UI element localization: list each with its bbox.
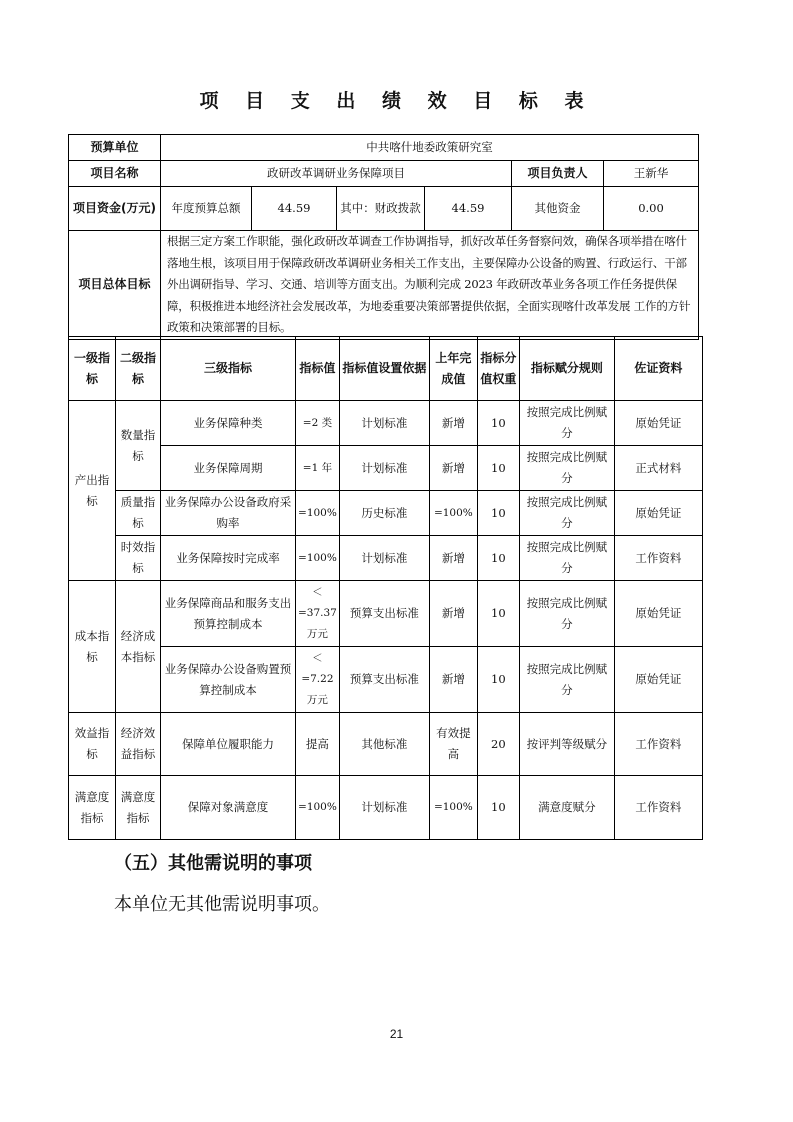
col-header: 一级指标 bbox=[69, 337, 116, 401]
third-indicator: 业务保障办公设备购置预算控制成本 bbox=[161, 647, 296, 713]
group-satisfaction: 满意度指标 bbox=[69, 776, 116, 840]
evidence: 工作资料 bbox=[614, 713, 702, 776]
col-header: 三级指标 bbox=[161, 337, 296, 401]
scoring-rule: 按评判等级赋分 bbox=[519, 713, 614, 776]
weight: 10 bbox=[477, 536, 519, 581]
previous-value: 新增 bbox=[429, 581, 477, 647]
indicator-basis: 计划标准 bbox=[339, 401, 429, 446]
group-economic-benefit: 经济效益指标 bbox=[116, 713, 161, 776]
third-indicator: 保障单位履职能力 bbox=[161, 713, 296, 776]
project-name-label: 项目名称 bbox=[69, 161, 161, 187]
scoring-rule: 满意度赋分 bbox=[519, 776, 614, 840]
indicator-value: =100% bbox=[296, 776, 340, 840]
third-indicator: 业务保障办公设备政府采购率 bbox=[161, 491, 296, 536]
weight: 10 bbox=[477, 581, 519, 647]
fiscal-label: 其中：财政拨款 bbox=[337, 187, 425, 231]
group-output: 产出指标 bbox=[69, 401, 116, 581]
col-header: 指标值设置依据 bbox=[339, 337, 429, 401]
group-quantity: 数量指标 bbox=[116, 401, 161, 491]
weight: 10 bbox=[477, 647, 519, 713]
previous-value: 新增 bbox=[429, 401, 477, 446]
table-row bbox=[69, 581, 703, 647]
indicator-value: =2 类 bbox=[296, 401, 340, 446]
budget-unit-label: 预算单位 bbox=[69, 135, 161, 161]
group-benefit: 效益指标 bbox=[69, 713, 116, 776]
evidence: 正式材料 bbox=[614, 446, 702, 491]
leader-value: 王新华 bbox=[604, 161, 699, 187]
previous-value: =100% bbox=[429, 491, 477, 536]
previous-value: 新增 bbox=[429, 536, 477, 581]
indicator-value: =1 年 bbox=[296, 446, 340, 491]
indicator-table bbox=[68, 336, 703, 840]
table-row bbox=[69, 713, 703, 776]
indicator-basis: 计划标准 bbox=[339, 536, 429, 581]
third-indicator: 业务保障商品和服务支出预算控制成本 bbox=[161, 581, 296, 647]
table-row bbox=[69, 491, 703, 536]
group-cost: 成本指标 bbox=[69, 581, 116, 713]
evidence: 原始凭证 bbox=[614, 581, 702, 647]
other-funds-label: 其他资金 bbox=[512, 187, 604, 231]
group-quality: 质量指标 bbox=[116, 491, 161, 536]
evidence: 工作资料 bbox=[614, 776, 702, 840]
col-header: 指标赋分规则 bbox=[519, 337, 614, 401]
col-header: 上年完成值 bbox=[429, 337, 477, 401]
project-name-value: 政研改革调研业务保障项目 bbox=[161, 161, 512, 187]
group-timeliness: 时效指标 bbox=[116, 536, 161, 581]
table-row bbox=[69, 776, 703, 840]
scoring-rule: 按照完成比例赋分 bbox=[519, 647, 614, 713]
col-header: 指标分值权重 bbox=[477, 337, 519, 401]
annual-budget-value: 44.59 bbox=[252, 187, 337, 231]
evidence: 原始凭证 bbox=[614, 647, 702, 713]
evidence: 原始凭证 bbox=[614, 491, 702, 536]
weight: 10 bbox=[477, 401, 519, 446]
other-funds-value: 0.00 bbox=[604, 187, 699, 231]
scoring-rule: 按照完成比例赋分 bbox=[519, 536, 614, 581]
goal-text: 根据三定方案工作职能，强化政研改革调查工作协调指导，抓好改革任务督察问效，确保各项举措在喀什落地生根，该项目用于保障政研改革调研业务相关工作支出，主要保障办公设备的购置、行政运行、干部外出调研指导、学习、交通、培训等方面支出。为顺利完成 2023 年政研改革业务各项工作任务提供保障，积极推进本地经济社会发展改革，为地委重要决策部署提供依据，全面实现喀什改革发展 工作的方针政策和决策部署的目标。 bbox=[161, 231, 699, 340]
indicator-value: =100% bbox=[296, 491, 340, 536]
group-economic-cost: 经济成本指标 bbox=[116, 581, 161, 713]
scoring-rule: 按照完成比例赋分 bbox=[519, 581, 614, 647]
annual-budget-label: 年度预算总额 bbox=[161, 187, 252, 231]
table-row bbox=[69, 446, 703, 491]
weight: 10 bbox=[477, 776, 519, 840]
weight: 20 bbox=[477, 713, 519, 776]
page-title: 项 目 支 出 绩 效 目 标 表 bbox=[199, 90, 594, 112]
col-header: 佐证资料 bbox=[614, 337, 702, 401]
indicator-basis: 计划标准 bbox=[339, 776, 429, 840]
third-indicator: 业务保障种类 bbox=[161, 401, 296, 446]
previous-value: 新增 bbox=[429, 446, 477, 491]
section-text: 本单位无其他需说明事项。 bbox=[114, 894, 330, 915]
third-indicator: 业务保障按时完成率 bbox=[161, 536, 296, 581]
indicator-value: 提高 bbox=[296, 713, 340, 776]
weight: 10 bbox=[477, 491, 519, 536]
previous-value: 新增 bbox=[429, 647, 477, 713]
indicator-basis: 其他标准 bbox=[339, 713, 429, 776]
table-row bbox=[69, 647, 703, 713]
col-header: 二级指标 bbox=[116, 337, 161, 401]
group-satisfaction-second: 满意度指标 bbox=[116, 776, 161, 840]
indicator-value: =100% bbox=[296, 536, 340, 581]
col-header: 指标值 bbox=[296, 337, 340, 401]
indicator-value: ＜=37.37 万元 bbox=[296, 581, 340, 647]
fiscal-value: 44.59 bbox=[425, 187, 512, 231]
budget-unit-value: 中共喀什地委政策研究室 bbox=[161, 135, 699, 161]
funds-label: 项目资金(万元) bbox=[69, 187, 161, 231]
table-row bbox=[69, 401, 703, 446]
third-indicator: 保障对象满意度 bbox=[161, 776, 296, 840]
goal-label: 项目总体目标 bbox=[69, 231, 161, 340]
indicator-basis: 预算支出标准 bbox=[339, 647, 429, 713]
indicator-basis: 历史标准 bbox=[339, 491, 429, 536]
indicator-basis: 预算支出标准 bbox=[339, 581, 429, 647]
previous-value: =100% bbox=[429, 776, 477, 840]
scoring-rule: 按照完成比例赋分 bbox=[519, 401, 614, 446]
scoring-rule: 按照完成比例赋分 bbox=[519, 491, 614, 536]
indicator-basis: 计划标准 bbox=[339, 446, 429, 491]
leader-label: 项目负责人 bbox=[512, 161, 604, 187]
indicator-value: ＜=7.22 万元 bbox=[296, 647, 340, 713]
page-number: 21 bbox=[389, 1027, 404, 1041]
section-heading: （五）其他需说明的事项 bbox=[114, 853, 312, 874]
weight: 10 bbox=[477, 446, 519, 491]
scoring-rule: 按照完成比例赋分 bbox=[519, 446, 614, 491]
header-table bbox=[68, 134, 699, 340]
evidence: 原始凭证 bbox=[614, 401, 702, 446]
table-row bbox=[69, 536, 703, 581]
third-indicator: 业务保障周期 bbox=[161, 446, 296, 491]
previous-value: 有效提高 bbox=[429, 713, 477, 776]
evidence: 工作资料 bbox=[614, 536, 702, 581]
